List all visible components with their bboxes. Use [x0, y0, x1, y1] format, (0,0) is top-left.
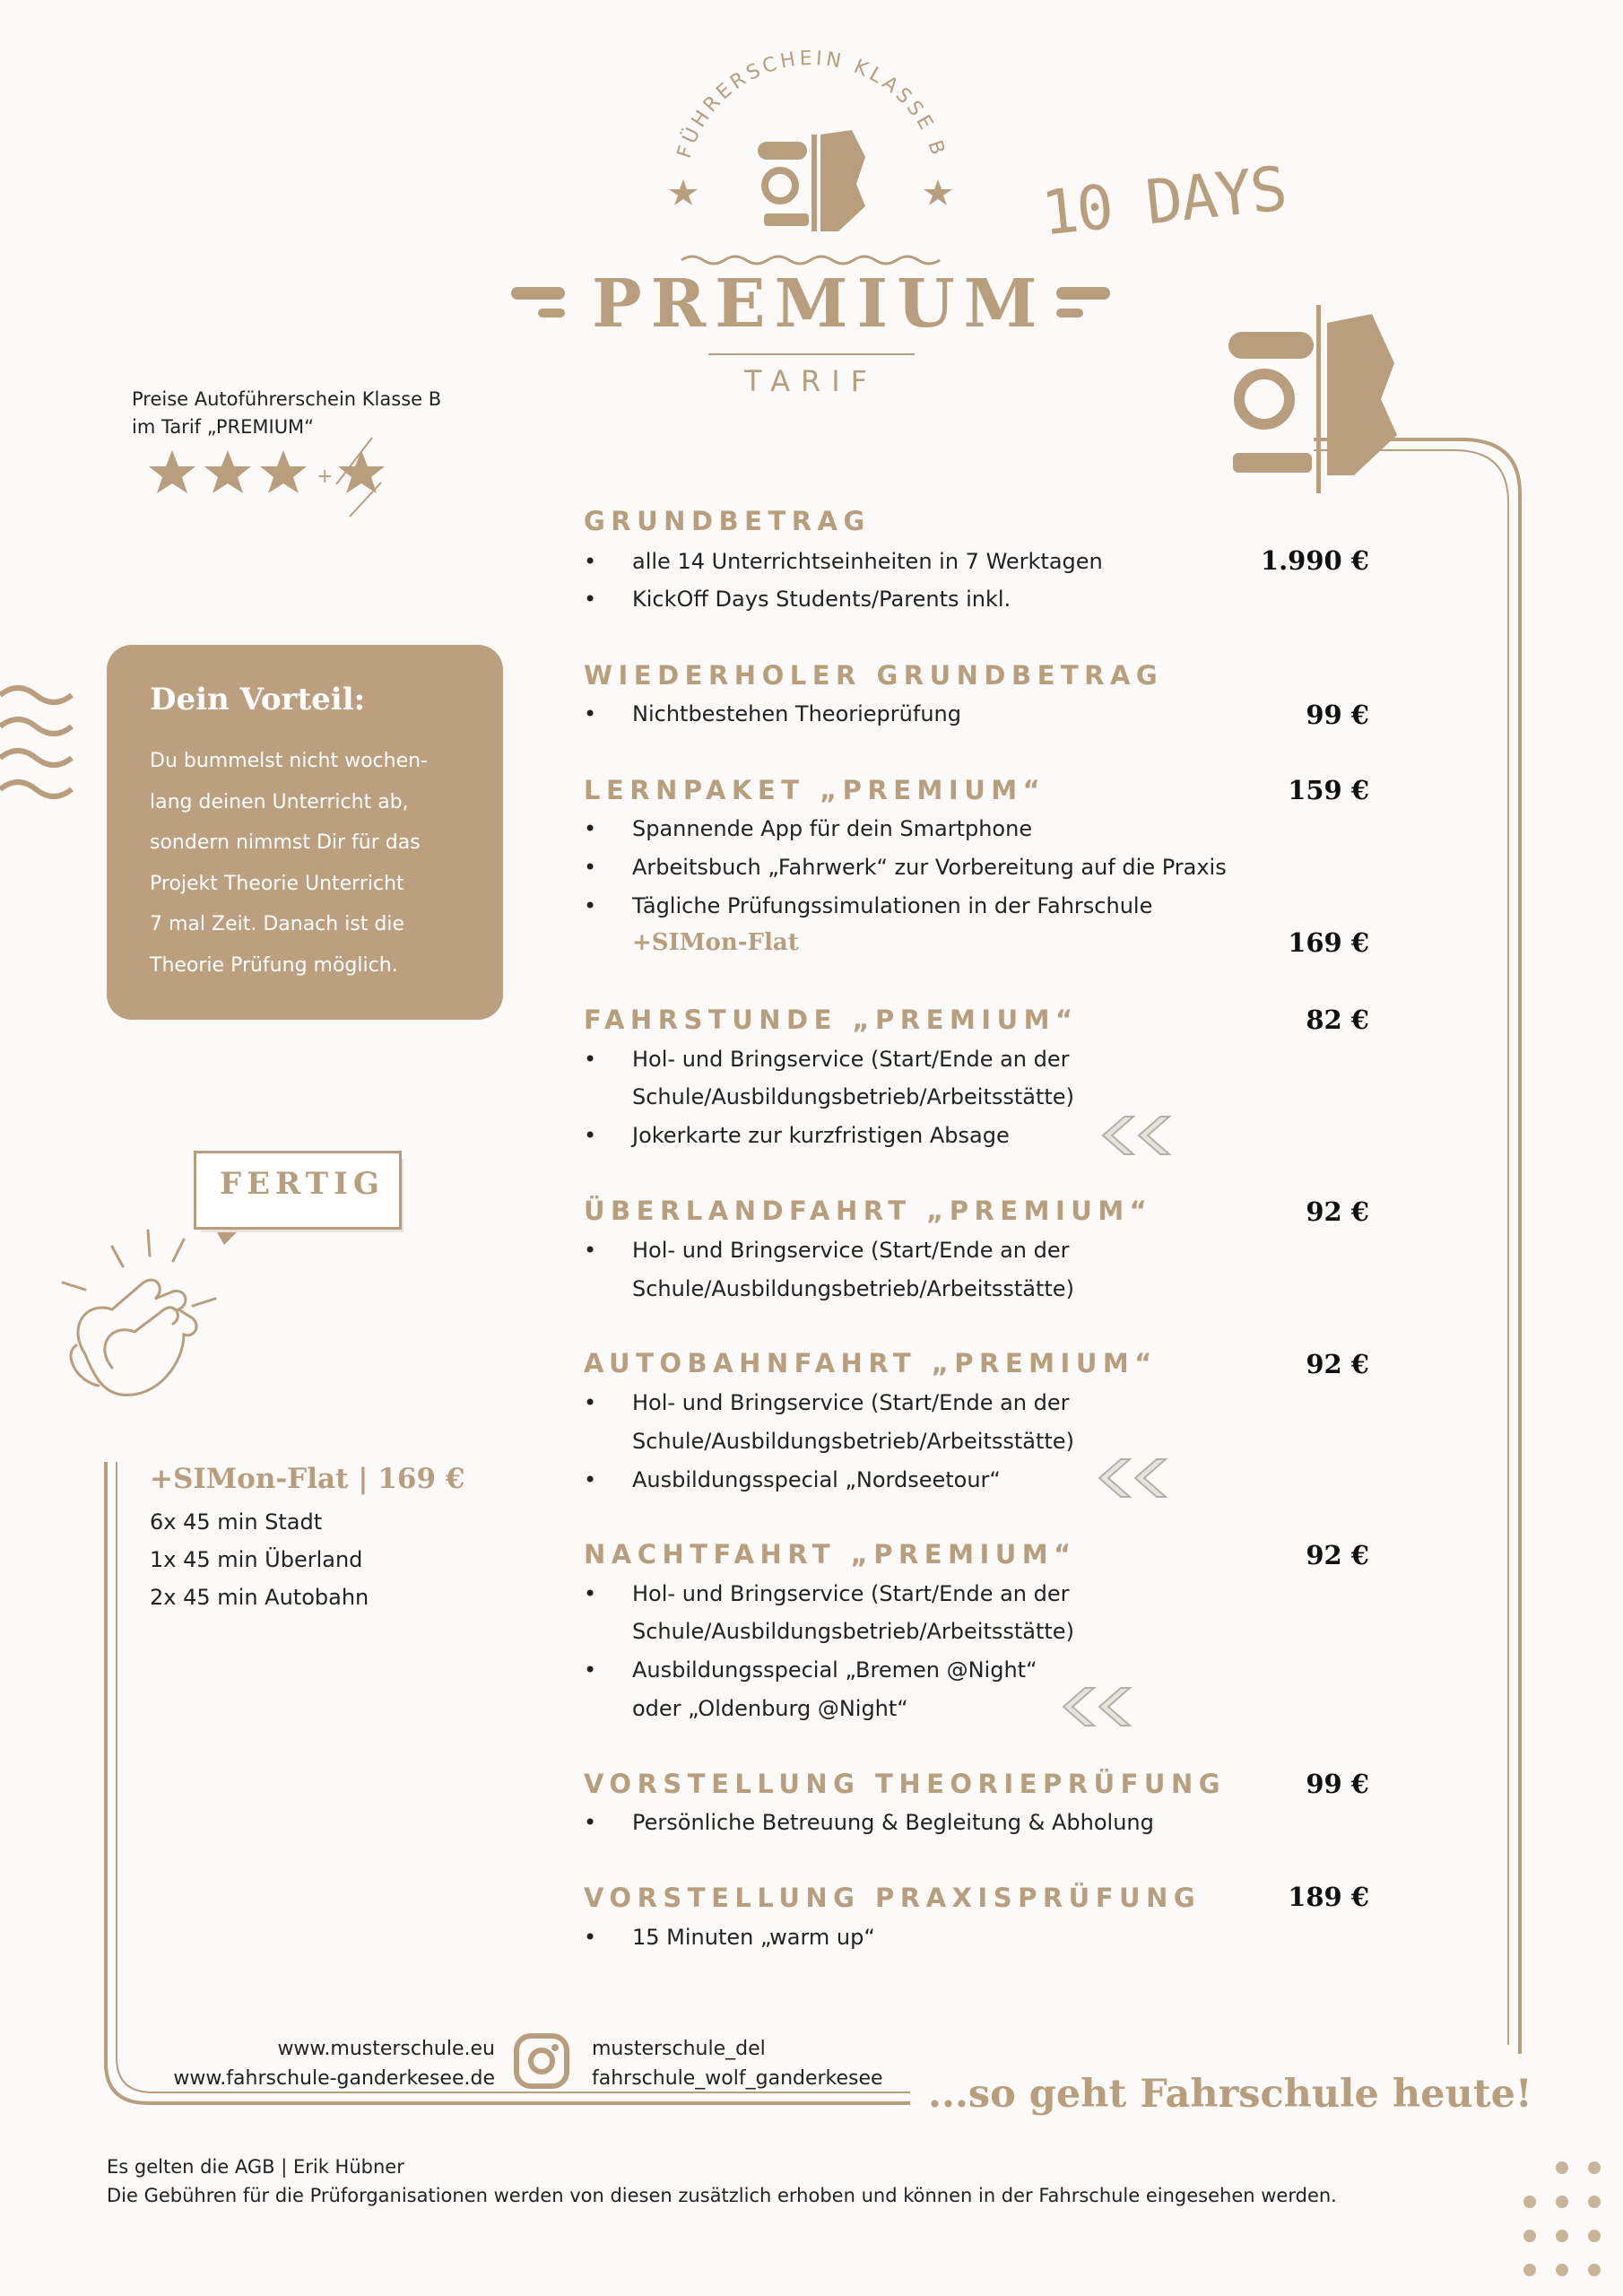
instagram-icon[interactable] [513, 2032, 570, 2090]
list-item: Tägliche Prüfungssimulationen in der Fahrschule [632, 893, 1153, 918]
bullet: • [584, 1238, 597, 1263]
list-item: Jokerkarte zur kurzfristigen Absage [632, 1123, 1010, 1148]
section-price: 189 € [1288, 1882, 1369, 1912]
list-item: Hol- und Bringservice (Start/Ende an der [632, 1390, 1070, 1415]
section-price: 99 € [1306, 700, 1369, 730]
vorteil-text: Du bummelst nicht wochen- lang deinen Unterricht ab, sondern nimmst Dir für das Projekt Theorie Unterricht 7 mal Zeit. Danach ist die Theorie Prüfung möglich. [150, 750, 428, 977]
section-price: 159 € [1288, 775, 1369, 805]
list-item: Nichtbestehen Theorieprüfung [632, 701, 961, 726]
section-price: 92 € [1306, 1349, 1369, 1379]
website-link[interactable]: www.musterschule.eu [277, 2038, 495, 2060]
list-item: 15 Minuten „warm up“ [632, 1925, 875, 1950]
bullet: • [584, 1657, 597, 1683]
section-title: NACHTFAHRT „PREMIUM“ [584, 1539, 1077, 1570]
list-item: Schule/Ausbildungsbetrieb/Arbeitsstätte) [632, 1429, 1074, 1454]
footer-line: Die Gebühren für die Prüforganisationen werden von diesen zusätzlich erhoben und können in der Fahrschule eingesehen werden. [107, 2185, 1337, 2206]
simon-flat-item: 2x 45 min Autobahn [150, 1585, 369, 1610]
list-item: Schule/Ausbildungsbetrieb/Arbeitsstätte) [632, 1619, 1074, 1644]
section-title: VORSTELLUNG THEORIEPRÜFUNG [584, 1769, 1227, 1799]
list-item: Spannende App für dein Smartphone [632, 816, 1033, 841]
simon-flat-item: 6x 45 min Stadt [150, 1509, 323, 1535]
list-item: Ausbildungsspecial „Bremen @Night“ [632, 1657, 1037, 1683]
section-price: 82 € [1306, 1004, 1369, 1035]
simon-flat-addon: +SIMon-Flat [632, 929, 799, 956]
section-title: FAHRSTUNDE „PREMIUM“ [584, 1004, 1079, 1035]
bullet: • [584, 1390, 597, 1415]
section-price: 169 € [1288, 927, 1369, 958]
section-price: 92 € [1306, 1196, 1369, 1227]
list-item: Schule/Ausbildungsbetrieb/Arbeitsstätte) [632, 1276, 1074, 1301]
page-title: PREMIUM [592, 265, 1046, 343]
car-wolf-logo-small [758, 130, 865, 231]
section-title: WIEDERHOLER GRUNDBETRAG [584, 660, 1164, 691]
bullet: • [584, 587, 597, 612]
bullet: • [584, 1925, 597, 1950]
section-title: ÜBERLANDFAHRT „PREMIUM“ [584, 1196, 1153, 1226]
list-item: alle 14 Unterrichtseinheiten in 7 Werktagen [632, 549, 1103, 574]
bullet: • [584, 893, 597, 918]
rating-stars [148, 430, 399, 520]
instagram-handle[interactable]: fahrschule_wolf_ganderkesee [592, 2067, 883, 2090]
bullet: • [584, 1047, 597, 1072]
clapping-hands-icon [58, 1220, 238, 1417]
slogan: ...so geht Fahrschule heute! [928, 2072, 1532, 2117]
list-item: KickOff Days Students/Parents inkl. [632, 587, 1011, 612]
double-chevron-left-icon [1056, 1686, 1137, 1727]
instagram-handles [592, 2034, 883, 2093]
vorteil-title: Dein Vorteil: [150, 682, 366, 718]
star-icon [924, 179, 952, 205]
bullet: • [584, 1810, 597, 1835]
right-frame [1309, 430, 1524, 2117]
star-icon [204, 450, 251, 493]
section-title: GRUNDBETRAG [584, 506, 871, 536]
section-title: VORSTELLUNG PRAXISPRÜFUNG [584, 1883, 1202, 1913]
bullet: • [584, 816, 597, 841]
list-item: Arbeitsbuch „Fahrwerk“ zur Vorbereitung auf die Praxis [632, 855, 1227, 880]
section-price: 1.990 € [1260, 545, 1369, 576]
website-links [148, 2034, 495, 2093]
list-item: Ausbildungsspecial „Nordseetour“ [632, 1467, 1001, 1492]
double-chevron-left-icon [1092, 1457, 1173, 1499]
dots-decoration [1515, 2152, 1623, 2296]
list-item: Hol- und Bringservice (Start/Ende an der [632, 1581, 1070, 1606]
section-title: AUTOBAHNFAHRT „PREMIUM“ [584, 1348, 1158, 1378]
bullet: • [584, 1123, 597, 1148]
bullet: • [584, 1467, 597, 1492]
page-subtitle: TARIF [744, 364, 879, 398]
double-chevron-left-icon [1096, 1115, 1176, 1156]
plus-icon: + [317, 465, 334, 488]
section-price: 99 € [1306, 1769, 1369, 1799]
intro-text: Preise Autoführerschein Klasse B im Tarif „PREMIUM“ [132, 388, 442, 438]
list-item: Hol- und Bringservice (Start/Ende an der [632, 1238, 1070, 1263]
section-price: 92 € [1306, 1540, 1369, 1570]
section-title: LERNPAKET „PREMIUM“ [584, 775, 1046, 805]
website-link[interactable]: www.fahrschule-ganderkesee.de [173, 2067, 495, 2090]
bullet: • [584, 855, 597, 880]
fertig-label: FERTIG [220, 1166, 385, 1202]
star-icon [149, 450, 195, 493]
star-icon [669, 179, 698, 205]
days-badge: 10 DAYS [1038, 153, 1289, 250]
list-item: oder „Oldenburg @Night“ [632, 1696, 908, 1721]
wave-decoration [0, 677, 76, 803]
footer-line: Es gelten die AGB | Erik Hübner [107, 2156, 404, 2178]
bullet: • [584, 701, 597, 726]
list-item: Persönliche Betreuung & Begleitung & Abholung [632, 1810, 1154, 1835]
simon-flat-title: +SIMon-Flat | 169 € [150, 1463, 465, 1495]
bullet: • [584, 1581, 597, 1606]
list-item: Schule/Ausbildungsbetrieb/Arbeitsstätte) [632, 1084, 1074, 1109]
arc-text: FÜHRERSCHEIN KLASSE B [673, 47, 950, 161]
instagram-handle[interactable]: musterschule_del [592, 2038, 766, 2060]
list-item: Hol- und Bringservice (Start/Ende an der [632, 1047, 1070, 1072]
star-icon [260, 450, 307, 493]
simon-flat-item: 1x 45 min Überland [150, 1547, 363, 1572]
bullet: • [584, 549, 597, 574]
